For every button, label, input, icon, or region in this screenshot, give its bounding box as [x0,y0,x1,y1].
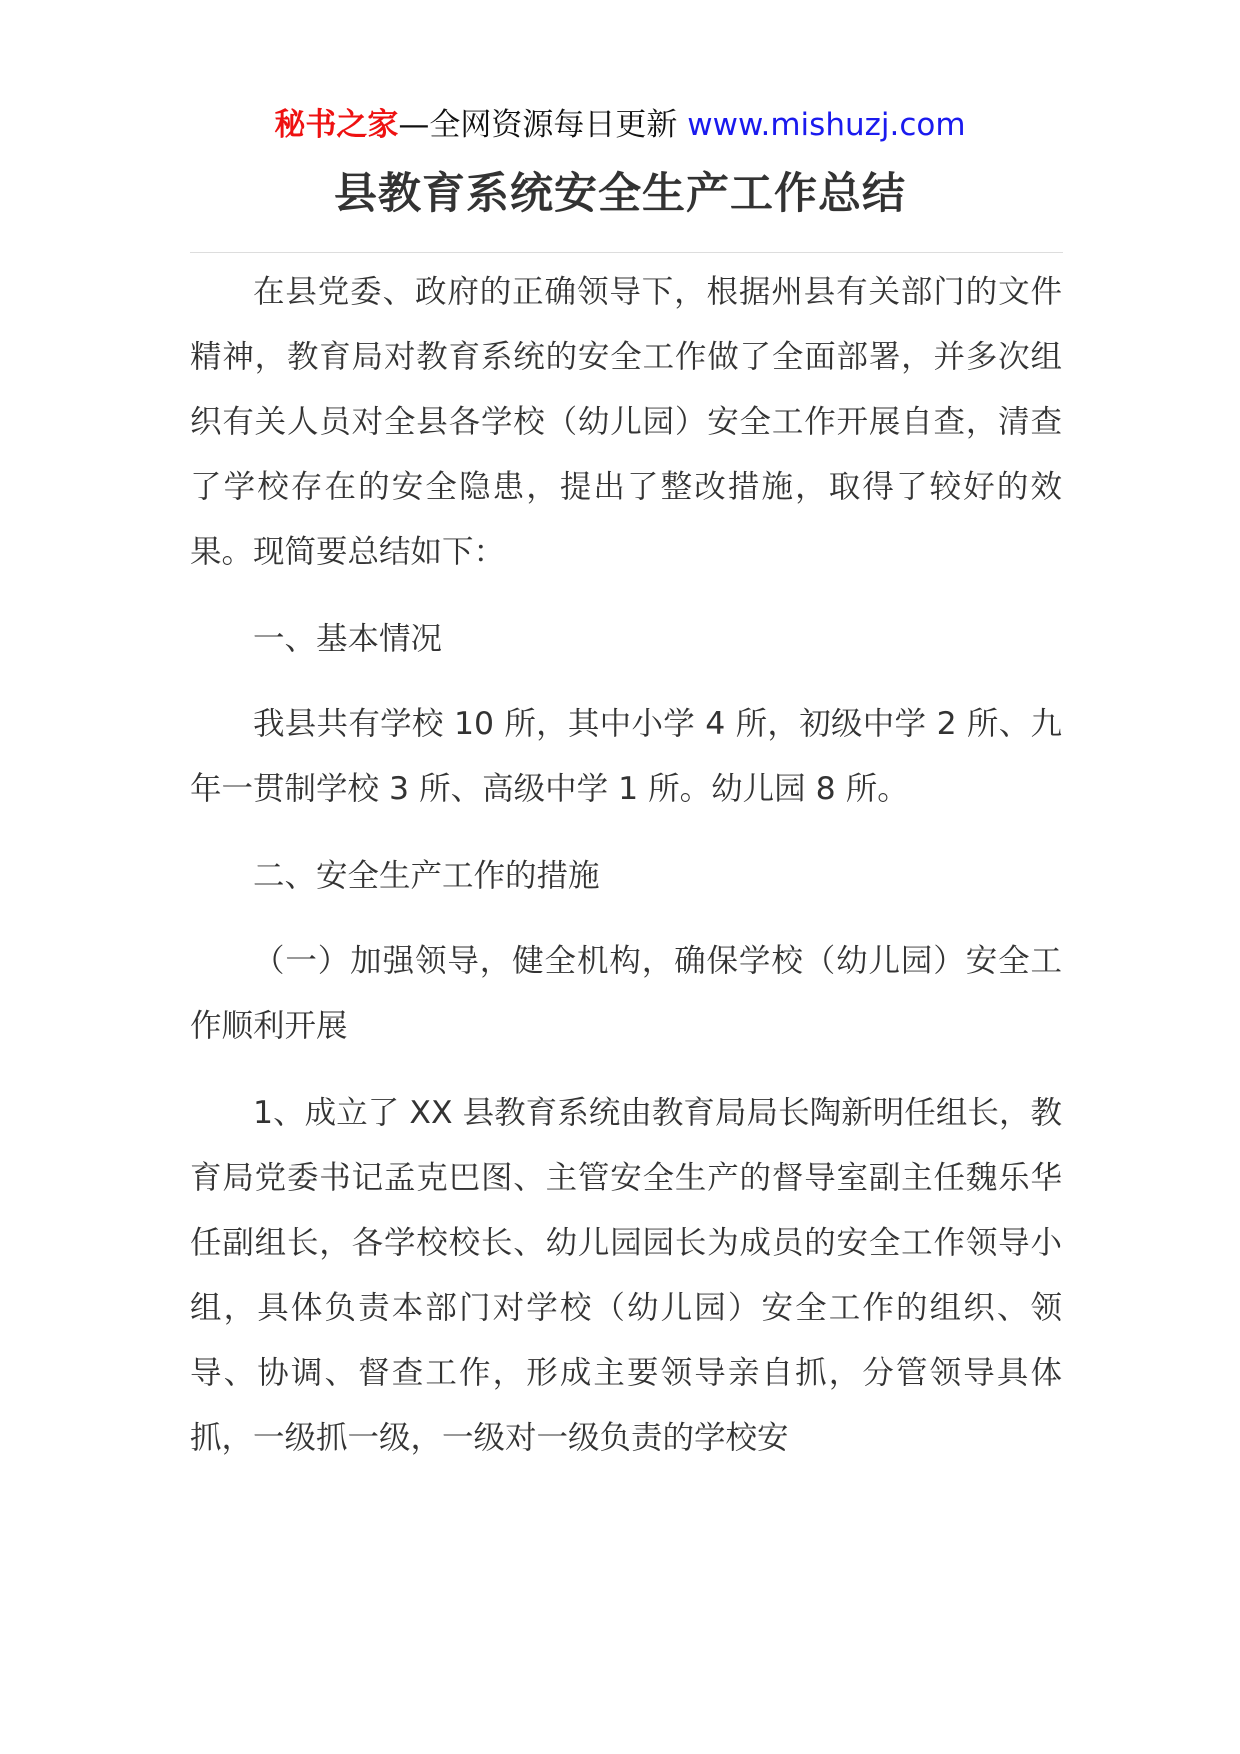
section-heading-measures: 二、安全生产工作的措施 [253,858,600,894]
site-header [0,100,1240,150]
document-title: 县教育系统安全生产工作总结 [334,169,906,219]
intro-paragraph: 在县党委、政府的正确领导下，根据州县有关部门的文件精神，教育局对教育系统的安全工作做了全面部署，并多次组织有关人员对全县各学校（幼儿园）安全工作开展自查，清查了学校存在的安全隐患，提出了整改措施，取得了较好的效果。现简要总结如下： [190,274,1062,570]
leadership-paragraph: 1、成立了 XX 县教育系统由教育局局长陶新明任组长，教育局党委书记孟克巴图、主管安全生产的督导室副主任魏乐华任副组长，各学校校长、幼儿园园长为成员的安全工作领导小组，具体负责本部门对学校（幼儿园）安全工作的组织、领导、协调、督查工作，形成主要领导亲自抓，分管领导具体抓，一级抓一级，一级对一级负责的学校安 [190,1095,1062,1456]
brand-name: 秘书之家 [274,107,399,143]
site-url: www.mishuzj.com [687,107,966,143]
title-divider [190,252,1063,253]
document-body [190,260,1062,1493]
section-heading-basic: 一、基本情况 [253,621,443,657]
header-tagline: —全网资源每日更新 [398,107,678,143]
basic-situation-paragraph: 我县共有学校 10 所，其中小学 4 所，初级中学 2 所、九年一贯制学校 3 所、高级中学 1 所。幼儿园 8 所。 [190,706,1062,807]
subsection-heading-leadership: （一）加强领导，健全机构，确保学校（幼儿园）安全工作顺利开展 [190,943,1062,1044]
